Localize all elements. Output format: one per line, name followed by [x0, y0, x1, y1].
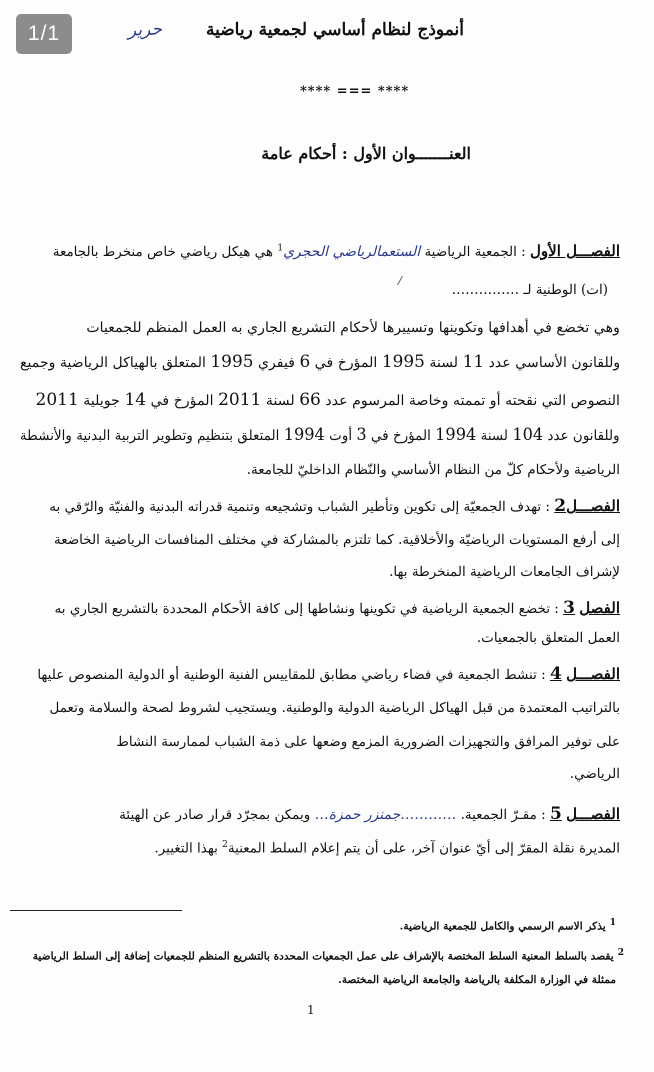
article2-line1 — [49, 496, 620, 516]
page-number: 1 — [307, 1003, 315, 1017]
law2-day: 3 — [356, 425, 368, 445]
decree-year: 2011 — [218, 390, 262, 410]
body-line-3-t2: المؤرخ في — [150, 393, 214, 409]
article5-handwritten-seat: …………جمنزر حمزة… — [314, 807, 457, 823]
article2-heading: الفصـــل — [566, 497, 620, 515]
footnote-divider — [10, 910, 182, 911]
body-line-3-t1: لسنة — [265, 393, 295, 409]
article4-heading: الفصـــل — [566, 665, 620, 683]
body-line-3-lead: النصوص التي نقحته أو تممته وخاصة المرسوم عدد — [325, 393, 620, 409]
article2-line3 — [389, 564, 620, 580]
article5-text-d: بهذا التغيير. — [154, 840, 218, 857]
law2-number: 104 — [512, 425, 544, 445]
article2-line2 — [54, 532, 620, 548]
article3-line2 — [477, 630, 620, 646]
body-line-5-text: الرياضية ولأحكام كلّ من النظام الأساسي والنّظام الداخليّ للجامعة. — [246, 462, 620, 478]
body-line-4-t2: المؤرخ في — [371, 428, 432, 444]
article3-number: 3 — [563, 598, 575, 618]
article1-text-a: : الجمعية الرياضية — [424, 244, 526, 260]
article3-text-1: : تخضع الجمعية الرياضية في تكوينها ونشاطها إلى كافة الأحكام المحددة بالتشريع الجاري به — [54, 601, 559, 617]
footnote-3 — [338, 974, 616, 986]
footnote-ref-1: 1 — [277, 243, 284, 254]
article1-handwritten-name: الستعمالرياضي الحجري — [283, 244, 421, 260]
body-line-2-lead: وللقانون الأساسي عدد — [488, 355, 620, 371]
handwritten-note: حرير — [127, 19, 163, 41]
article5-text-b: ويمكن بمجرّد قرار صادر عن الهيئة — [119, 807, 311, 823]
section-title: العنـــــــوان الأول : أحكام عامة — [261, 144, 471, 163]
law-year: 1995 — [381, 352, 425, 372]
decree-number: 66 — [299, 390, 321, 410]
body-line-4-t3: أوت — [329, 428, 353, 444]
article1-heading: الفصـــل الأول — [530, 242, 620, 260]
law2-date-year: 1994 — [284, 425, 326, 445]
body-line-3-t3: جويلية — [83, 393, 120, 409]
article5-line2 — [154, 840, 620, 857]
law-date-year: 1995 — [210, 352, 254, 372]
article3-line1 — [55, 598, 620, 618]
body-line-1 — [86, 320, 620, 336]
article4-line4 — [570, 766, 620, 782]
footnote-1 — [400, 918, 616, 933]
article1-line2-text: (ات) الوطنية لـ — [523, 282, 608, 298]
body-line-2-t2: المؤرخ في — [314, 355, 378, 371]
decree-date-year: 2011 — [35, 390, 79, 410]
article1-text-b: هي هيكل رياضي خاص منخرط بالجامعة — [52, 244, 274, 260]
body-line-2-t1: لسنة — [429, 355, 458, 371]
article4-text-3: على توفير المرافق والتجهيزات الضرورية المزمع وضعها على ذمة الشباب لممارسة النشاط — [116, 734, 620, 750]
body-line-5 — [247, 462, 620, 478]
article1-line2 — [452, 282, 608, 298]
footnote-2 — [33, 948, 624, 963]
body-line-3 — [36, 390, 620, 410]
footnote-1-text: يذكر الاسم الرسمي والكامل للجمعية الرياضية. — [399, 920, 606, 933]
article4-number: 4 — [549, 664, 562, 684]
body-line-1-text: وهي تخضع في أهدافها وتكوينها وتسييرها لأحكام التشريع الجاري به العمل المنظم للجمعيات — [86, 320, 620, 336]
footnote-1-num: 1 — [609, 918, 616, 928]
article4-line2 — [50, 700, 620, 716]
article5-text-a: : مقـرّ الجمعية. — [460, 807, 546, 823]
article2-text-1: : تهدف الجمعيّة إلى تكوين وتأطير الشباب وتشجيعه وتنمية قدراته البدنية والفنيّة والرّقي به — [49, 499, 550, 515]
title-separator: **** === **** — [300, 84, 410, 99]
article1-line2-dots: …………… — [451, 282, 520, 298]
body-line-4 — [20, 425, 620, 445]
article3-text-2: العمل المتعلق بالجمعيات. — [476, 630, 620, 646]
article4-text-4: الرياضي. — [569, 766, 620, 782]
body-line-2-t3: فيفري — [257, 355, 295, 371]
body-line-2-t4: المتعلق بالهياكل الرياضية وجميع — [19, 355, 206, 371]
article5-text-c: المديرة نقلة المقرّ إلى أيّ عنوان آخر، على أن يتم إعلام السلط المعنية — [227, 840, 620, 857]
footnote-ref-2: 2 — [222, 840, 228, 850]
law-number: 11 — [462, 352, 484, 372]
body-line-2 — [20, 352, 620, 372]
article4-text-2: بالتراتيب المعتمدة من قبل الهياكل الرياضية الدولية والوطنية. ويستجيب لشروط لصحة والسلامة وتعمل — [49, 700, 620, 716]
article3-heading: الفصل — [579, 599, 620, 617]
footnote-3-text: ممثلة في الوزارة المكلفة بالرياضة والجامعة الرياضية المختصة. — [338, 974, 616, 986]
body-line-4-t4: المتعلق بتنظيم وتطوير التربية البدنية والأنشطة — [20, 428, 280, 444]
article4-text-1: : تنشط الجمعية في فضاء رياضي مطابق للمقاييس الفنية الوطنية أو الدولية المنصوص عليها — [37, 667, 546, 683]
decree-day: 14 — [124, 390, 147, 410]
body-line-4-t1: لسنة — [480, 428, 509, 444]
document-title: أنموذج لنظام أساسي لجمعية رياضية — [205, 20, 464, 40]
body-line-4-lead: وللقانون عدد — [547, 428, 620, 444]
article5-heading: الفصـــل — [566, 805, 620, 823]
article2-number: 2 — [554, 496, 567, 516]
law2-year: 1994 — [435, 425, 477, 445]
footnote-2-num: 2 — [617, 948, 624, 958]
pen-mark — [397, 276, 403, 285]
article2-text-2: إلى أرفع المستويات الرياضيّة والأخلاقية. كما تلتزم بالمشاركة في مختلف المنافسات الرياضية الخاضعة — [53, 532, 620, 548]
article2-text-3: لإشراف الجامعات الرياضية المنخرطة بها. — [389, 564, 620, 580]
footnote-2-text: يقصد بالسلط المعنية السلط المختصة بالإشراف على عمل الجمعيات المحددة بالتشريع المنظم للجمعيات إضافة إلى السلط الرياضية — [32, 950, 614, 963]
article1-line1 — [53, 242, 620, 260]
law-day: 6 — [299, 352, 310, 372]
article4-line1 — [37, 664, 620, 684]
article5-number: 5 — [549, 804, 562, 824]
article4-line3 — [116, 734, 620, 750]
page-counter-badge: 1/1 — [16, 14, 72, 54]
article5-line1 — [119, 804, 620, 824]
